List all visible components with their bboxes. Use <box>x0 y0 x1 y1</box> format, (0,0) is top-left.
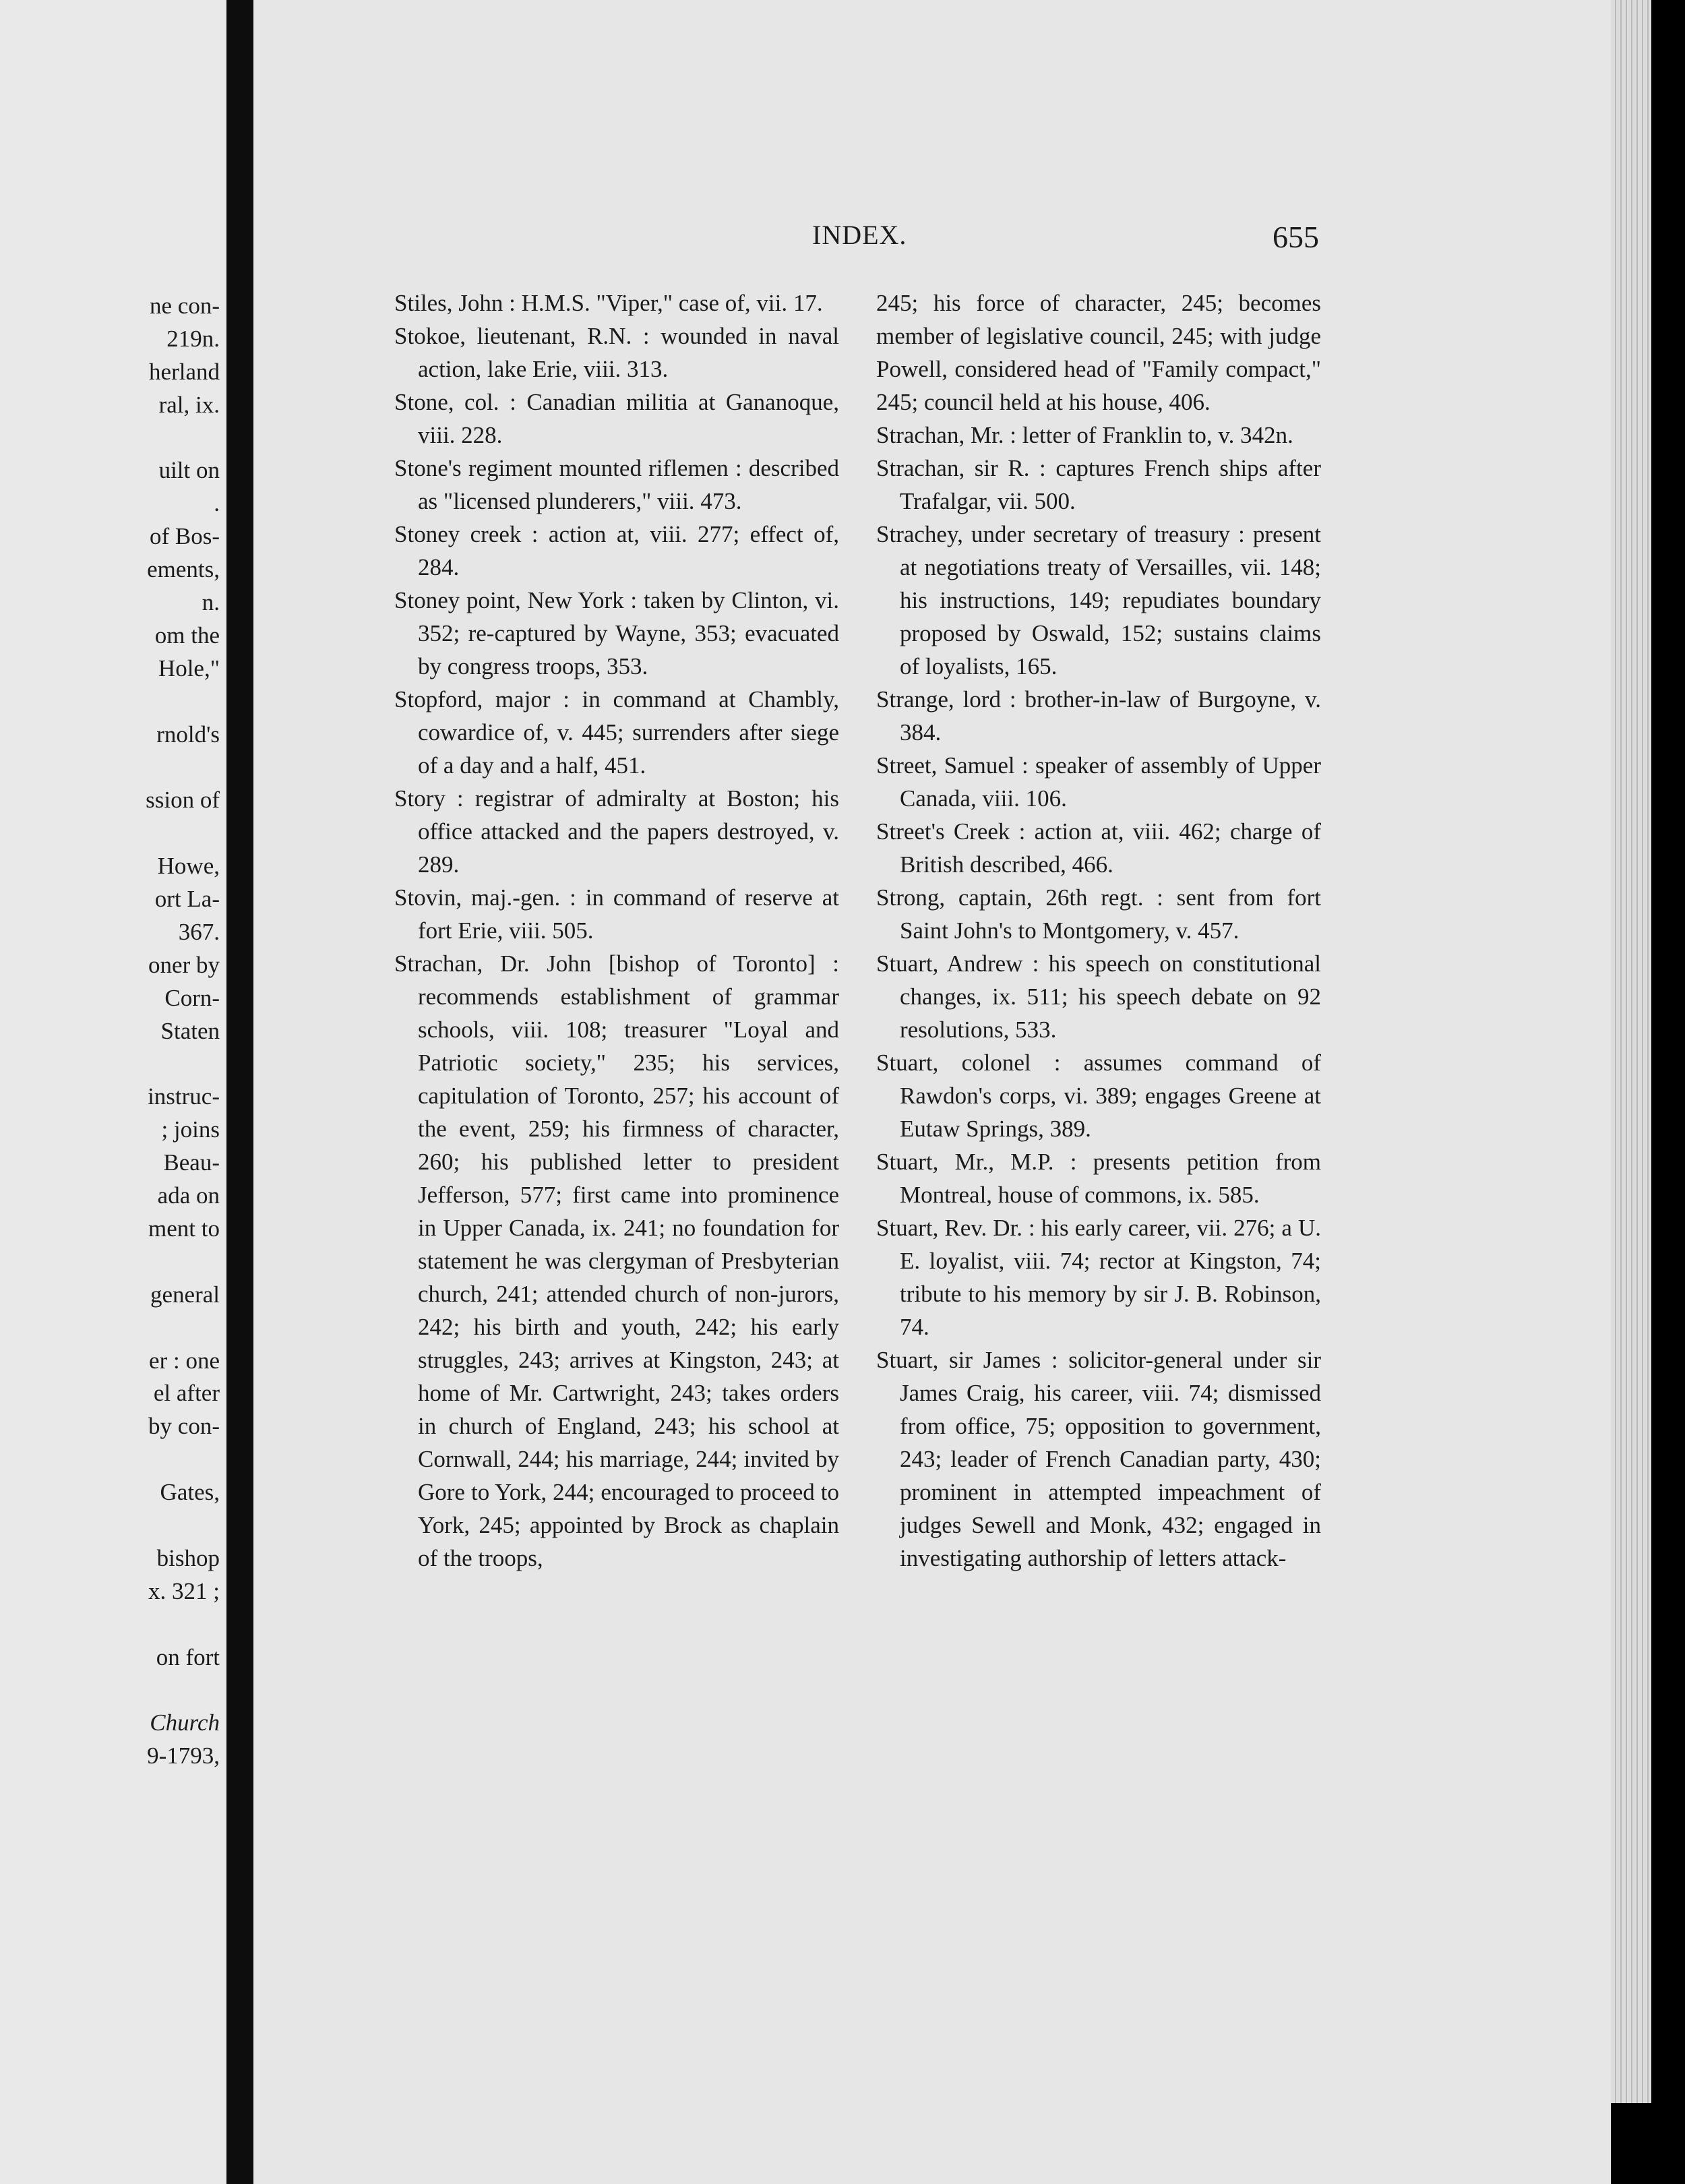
facing-page-line: Staten <box>160 1017 220 1044</box>
index-entry: Stokoe, lieutenant, R.N. : wounded in naval action, lake Erie, viii. 313. <box>394 323 839 382</box>
facing-page-line: by con- <box>148 1413 220 1440</box>
index-entry: Strachan, Dr. John [bishop of Toronto] : recommends establishment of grammar schools, viii. 108; treasurer "Loyal and Patriotic society," 235; his services, capitulation of Toronto, 257; his account of the event, 259; his firmness of character, 260; his published letter to president Jefferson, 577; first came into prominence in Upper Canada, ix. 241; no foundation for statement he was clergyman of Presbyterian church, 241; attended church of non-jurors, 242; his birth and youth, 242; his early struggles, 243; arrives at Kingston, 243; at home of Mr. Cartwright, 243; takes orders in church of England, 243; his school at Cornwall, 244; his marriage, 244; invited by Gore to York, 244; encouraged to proceed to York, 245; appointed by Brock as chaplain of the troops, <box>394 950 839 1571</box>
facing-page-line: n. <box>202 589 220 616</box>
facing-page-line: instruc- <box>148 1083 220 1110</box>
facing-page-line <box>4 751 220 784</box>
facing-page-line: Beau- <box>163 1149 220 1176</box>
index-entry: Strachan, Mr. : letter of Franklin to, v. 342n. <box>876 422 1293 448</box>
facing-page-line: ements, <box>147 556 220 583</box>
facing-page-line: ssion of <box>146 787 220 814</box>
page-edges <box>1611 0 1651 2103</box>
facing-page-line <box>4 1674 220 1707</box>
index-entry: Stoney point, New York : taken by Clinton, vi. 352; re-captured by Wayne, 353; evacuated by congress troops, 353. <box>394 587 839 679</box>
index-entry: Stuart, Andrew : his speech on constitutional changes, ix. 511; his speech debate on 92 resolutions, 533. <box>876 950 1321 1043</box>
facing-page-line: bishop <box>156 1544 220 1571</box>
index-column-right <box>876 286 1321 1575</box>
facing-page-line: ne con- <box>150 293 220 319</box>
facing-page-fragment <box>0 0 226 2184</box>
facing-page-line: Hole," <box>158 655 220 681</box>
index-entry: Stuart, Mr., M.P. : presents petition from Montreal, house of commons, ix. 585. <box>876 1149 1321 1208</box>
index-entry: Strachan, sir R. : captures French ships after Trafalgar, vii. 500. <box>876 455 1321 514</box>
index-entry: Strong, captain, 26th regt. : sent from fort Saint John's to Montgomery, v. 457. <box>876 884 1321 944</box>
facing-page-line: general <box>150 1281 220 1308</box>
index-entry: Strange, lord : brother-in-law of Burgoyne, v. 384. <box>876 686 1321 746</box>
facing-page-line: ort La- <box>154 886 220 913</box>
facing-page-line: oner by <box>148 951 220 978</box>
scan-border <box>1651 0 1685 2184</box>
index-entry: Strachey, under secretary of treasury : present at negotiations treaty of Versailles, vii. 148; his instructions, 149; repudiates boundary proposed by Oswald, 152; sustains claims of loyalists, 165. <box>876 521 1321 679</box>
facing-page-line: Gates, <box>160 1479 220 1506</box>
facing-page-text <box>4 290 220 1773</box>
index-entry: Stuart, colonel : assumes command of Rawdon's corps, vi. 389; engages Greene at Eutaw Springs, 389. <box>876 1050 1321 1142</box>
facing-page-line: 367. <box>178 918 220 945</box>
index-entry: Stovin, maj.-gen. : in command of reserve at fort Erie, viii. 505. <box>394 884 839 944</box>
facing-page-line: ral, ix. <box>158 391 220 418</box>
index-column-left <box>394 286 839 1575</box>
index-entry: Stuart, sir James : solicitor-general under sir James Craig, his career, viii. 74; dismissed from office, 75; opposition to government, 243; leader of French Canadian party, 430; prominent in attempted impeachment of judges Sewell and Monk, 432; engaged in investigating authorship of letters attack- <box>876 1347 1321 1571</box>
facing-page-line: x. 321 ; <box>148 1577 220 1604</box>
index-entry: Street's Creek : action at, viii. 462; charge of British described, 466. <box>876 818 1321 878</box>
facing-page-line: om the <box>154 621 220 648</box>
facing-page-line: herland <box>149 358 220 385</box>
facing-page-line <box>4 1246 220 1279</box>
page-number: 655 <box>1273 220 1319 254</box>
facing-page-line <box>4 1443 220 1476</box>
index-entry: Story : registrar of admiralty at Boston; his office attacked and the papers destroyed, v. 289. <box>394 785 839 878</box>
facing-page-line <box>4 1312 220 1345</box>
facing-page-line: Howe, <box>157 853 220 880</box>
facing-page-line <box>4 1509 220 1542</box>
facing-page-line: on fort <box>156 1643 220 1670</box>
facing-page-line: 219n. <box>166 325 220 352</box>
index-entry: Stuart, Rev. Dr. : his early career, vii. 276; a U. E. loyalist, viii. 74; rector at Kingston, 74; tribute to his memory by sir J. B. Robinson, 74. <box>876 1215 1321 1340</box>
facing-page-line <box>4 1608 220 1641</box>
facing-page-line <box>4 686 220 719</box>
index-entry: Stopford, major : in command at Chambly, cowardice of, v. 445; surrenders after siege of a day and a half, 451. <box>394 686 839 779</box>
facing-page-line: rnold's <box>156 721 220 748</box>
running-head: INDEX. <box>812 220 907 250</box>
facing-page-line: . <box>214 490 220 517</box>
facing-page-line: ment to <box>148 1215 220 1242</box>
facing-page-line <box>4 817 220 850</box>
facing-page-line: Church <box>150 1709 220 1736</box>
facing-page-line <box>4 422 220 455</box>
facing-page-line: 9-1793, <box>147 1742 220 1769</box>
index-entry: Stiles, John : H.M.S. "Viper," case of, vii. 17. <box>394 290 823 316</box>
index-entry: Street, Samuel : speaker of assembly of Upper Canada, viii. 106. <box>876 752 1321 812</box>
facing-page-line: of Bos- <box>149 523 220 550</box>
index-entry: Stone, col. : Canadian militia at Gananoque, viii. 228. <box>394 389 839 448</box>
facing-page-line <box>4 1048 220 1081</box>
book-gutter <box>226 0 253 2184</box>
facing-page-line: ; joins <box>161 1116 220 1143</box>
facing-page-line: uilt on <box>158 457 220 484</box>
facing-page-line: ada on <box>157 1182 220 1209</box>
index-entry: Stone's regiment mounted riflemen : described as "licensed plunderers," viii. 473. <box>394 455 839 514</box>
index-entry: Stoney creek : action at, viii. 277; effect of, 284. <box>394 521 839 580</box>
facing-page-line: el after <box>153 1380 220 1407</box>
facing-page-line: er : one <box>149 1347 220 1374</box>
index-entry-continuation: 245; his force of character, 245; becomes member of legislative council, 245; with judge Powell, considered head of "Family compact," 245; council held at his house, 406. <box>876 290 1321 415</box>
facing-page-line: Corn- <box>164 984 220 1011</box>
